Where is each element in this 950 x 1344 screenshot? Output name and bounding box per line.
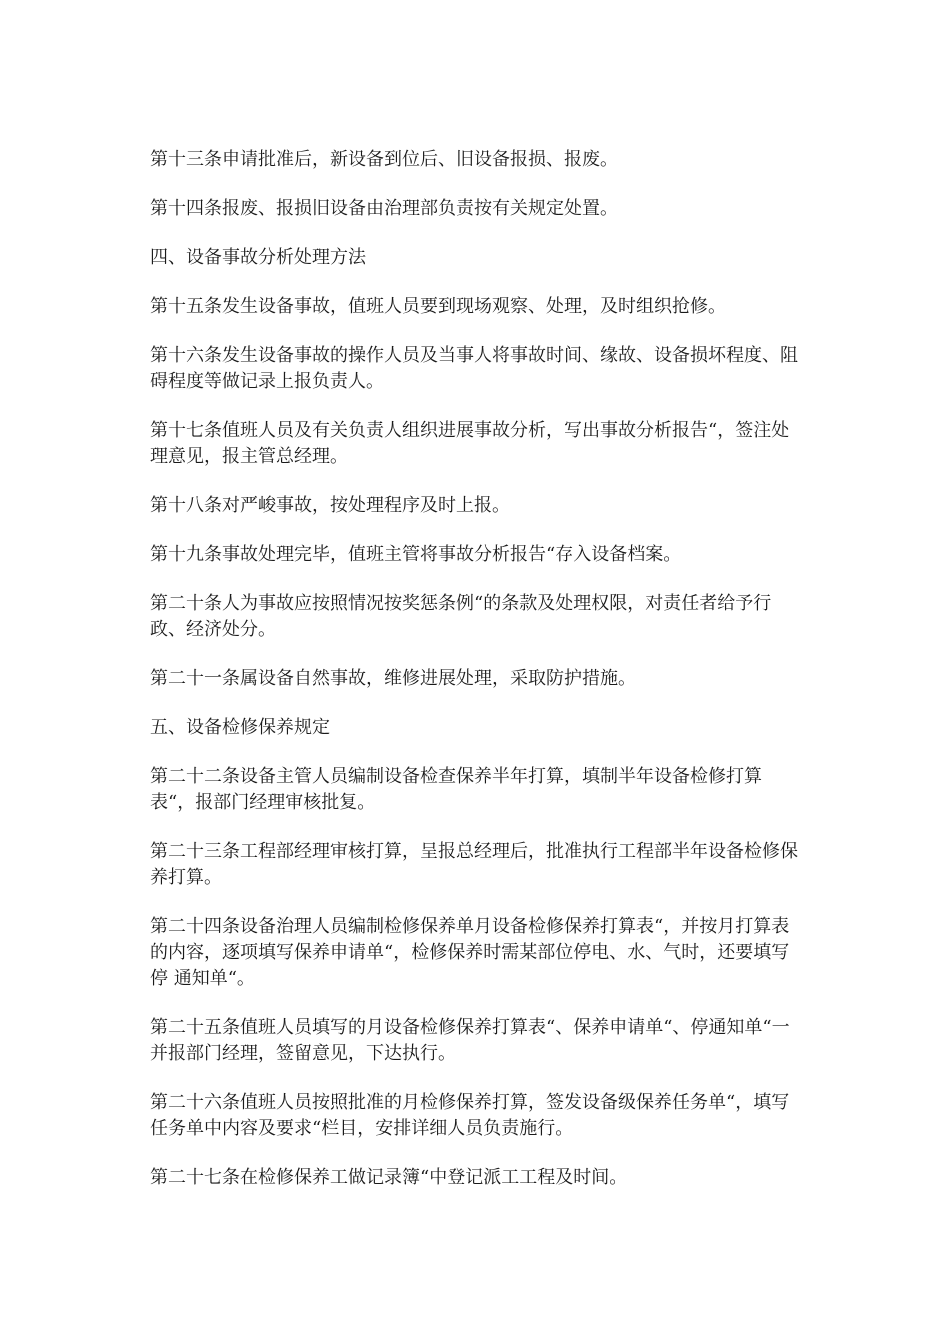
paragraph-article-13: 第十三条申请批准后，新设备到位后、旧设备报损、报废。 (150, 149, 618, 170)
paragraph-article-22: 第二十二条设备主管人员编制设备检查保养半年打算，填制半年设备检修打算表“，报部门经理审核批复。 (150, 766, 762, 813)
paragraph-article-27: 第二十七条在检修保养工做记录簿“中登记派工工程及时间。 (150, 1167, 628, 1188)
paragraph-article-17: 第十七条值班人员及有关负责人组织进展事故分析，写出事故分析报告“，签注处理意见，报主管总经理。 (150, 420, 790, 467)
paragraph-article-14: 第十四条报废、报损旧设备由治理部负责按有关规定处置。 (150, 198, 618, 219)
paragraph-article-24: 第二十四条设备治理人员编制检修保养单月设备检修保养打算表“，并按月打算表的内容，逐项填写保养申请单“，检修保养时需某部位停电、水、气时，还要填写停 通知单“。 (150, 916, 790, 989)
paragraph-article-25: 第二十五条值班人员填写的月设备检修保养打算表“、保养申请单“、停通知单“一并报部门经理，签留意见，下达执行。 (150, 1017, 790, 1064)
paragraph-article-19: 第十九条事故处理完毕，值班主管将事故分析报告“存入设备档案。 (150, 544, 682, 565)
document-body (150, 147, 805, 1214)
paragraph-article-16: 第十六条发生设备事故的操作人员及当事人将事故时间、缘故、设备损坏程度、阻碍程度等做记录上报负责人。 (150, 345, 798, 392)
paragraph-article-23: 第二十三条工程部经理审核打算，呈报总经理后，批准执行工程部半年设备检修保养打算。 (150, 841, 798, 888)
section-heading-accident-analysis: 四、设备事故分析处理方法 (150, 247, 366, 268)
paragraph-article-18: 第十八条对严峻事故，按处理程序及时上报。 (150, 495, 510, 516)
paragraph-article-26: 第二十六条值班人员按照批准的月检修保养打算，签发设备级保养任务单“，填写任务单中内容及要求“栏目，安排详细人员负责施行。 (150, 1092, 790, 1139)
paragraph-article-21: 第二十一条属设备自然事故，维修进展处理，采取防护措施。 (150, 668, 636, 689)
paragraph-article-15: 第十五条发生设备事故，值班人员要到现场观察、处理，及时组织抢修。 (150, 296, 726, 317)
paragraph-article-20: 第二十条人为事故应按照情况按奖惩条例“的条款及处理权限，对责任者给予行政、经济处分。 (150, 593, 772, 640)
section-heading-maintenance: 五、设备检修保养规定 (150, 717, 330, 738)
